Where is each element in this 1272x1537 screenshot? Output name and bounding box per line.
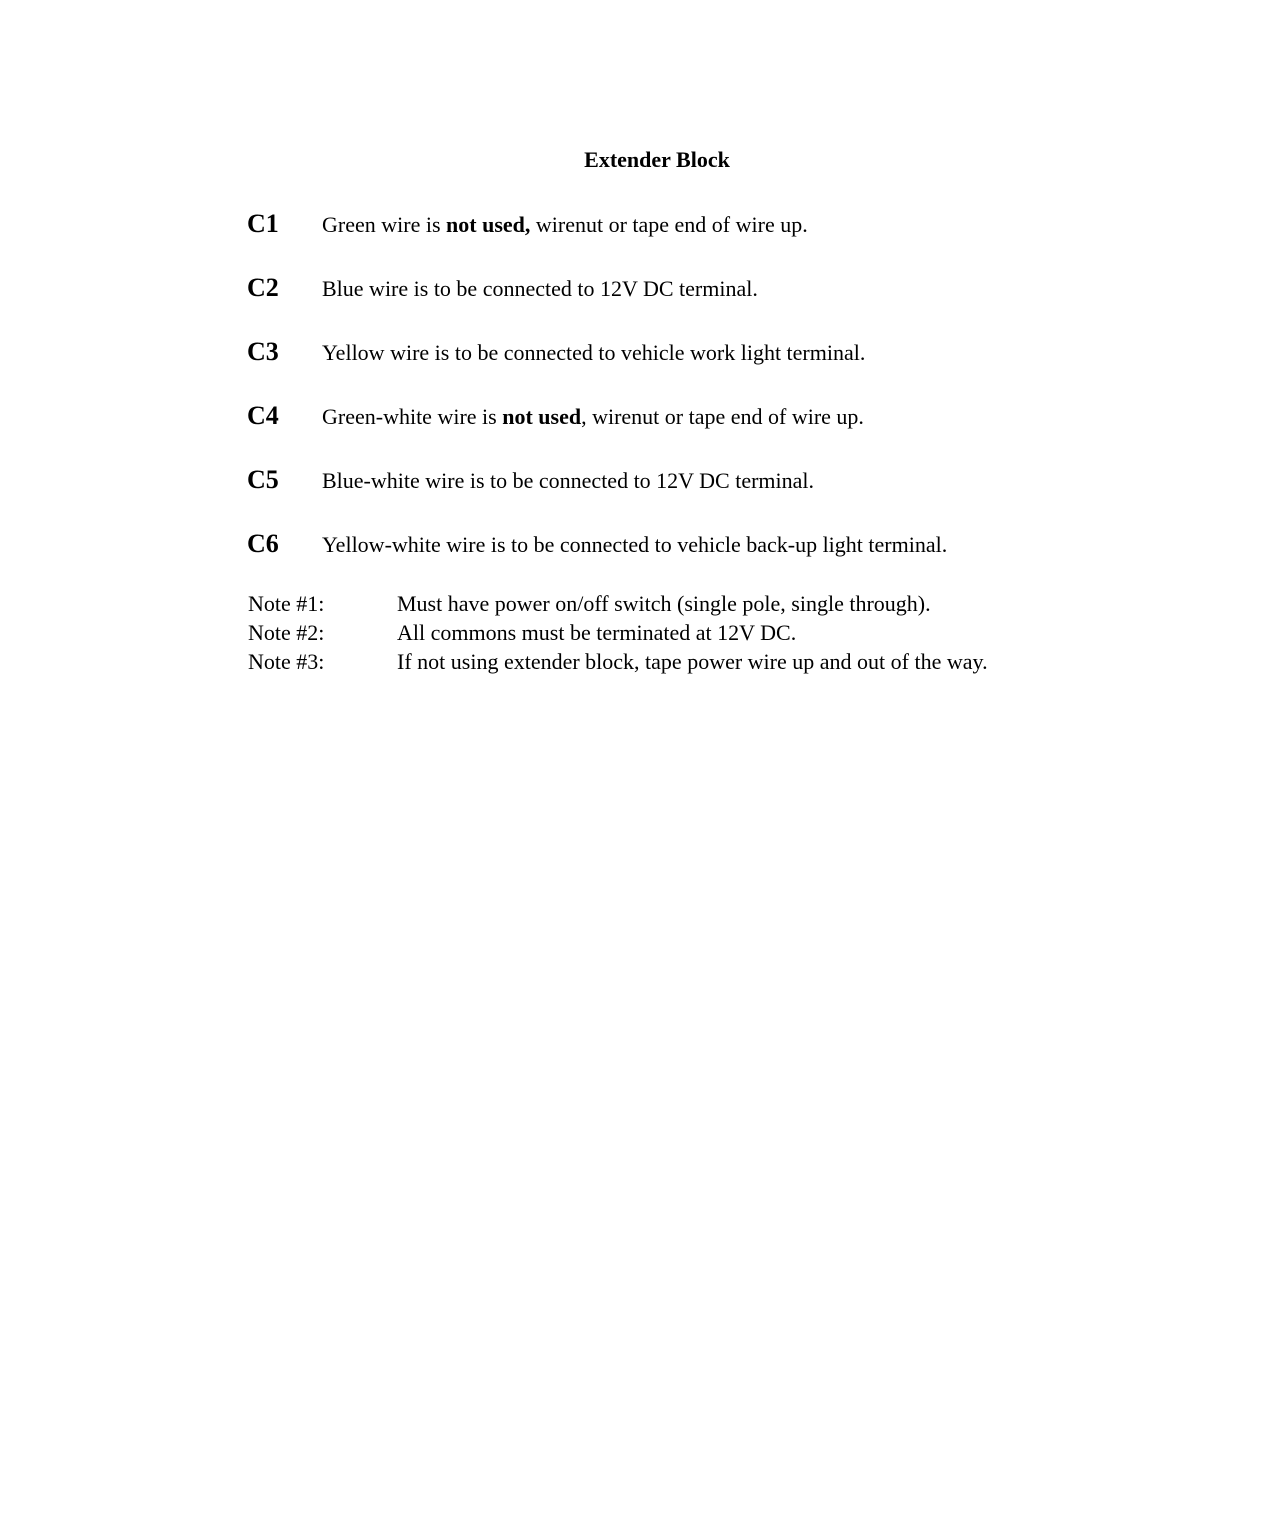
notes-section (248, 589, 988, 676)
wire-description-start: Green-white wire is (322, 404, 503, 429)
wire-description-start: Blue wire is to be connected to 12V DC terminal. (322, 276, 758, 301)
wire-description (322, 208, 808, 242)
page-title: Extender Block (584, 147, 730, 172)
wire-description-start: Yellow wire is to be connected to vehicle work light terminal. (322, 340, 866, 365)
wire-description (322, 528, 947, 562)
note-row (248, 589, 988, 618)
wire-item-c4 (247, 399, 864, 433)
wire-code: C2 (247, 273, 279, 302)
wire-description (322, 272, 758, 306)
note-label: Note #3: (248, 649, 325, 674)
wire-code: C6 (247, 529, 279, 558)
wire-description-emphasis: not used (502, 404, 582, 429)
note-row (248, 647, 988, 676)
wire-item-c5 (247, 463, 814, 497)
wire-code: C1 (247, 209, 279, 238)
note-text: All commons must be terminated at 12V DC. (397, 620, 797, 645)
note-row (248, 618, 988, 647)
wire-description-emphasis: not used, (446, 212, 531, 237)
wire-description-end: , wirenut or tape end of wire up. (581, 404, 864, 429)
wire-item-c2 (247, 271, 758, 305)
note-text: If not using extender block, tape power wire up and out of the way. (397, 649, 988, 674)
note-label: Note #2: (248, 620, 325, 645)
wire-description-start: Green wire is (322, 212, 447, 237)
wire-code: C5 (247, 465, 279, 494)
wire-item-c1 (247, 207, 808, 241)
wire-item-c6 (247, 527, 947, 561)
wire-description (322, 464, 814, 498)
wire-code: C4 (247, 401, 279, 430)
wire-description-end: wirenut or tape end of wire up. (530, 212, 808, 237)
wire-description-start: Yellow-white wire is to be connected to vehicle back-up light terminal. (322, 532, 948, 557)
note-text: Must have power on/off switch (single pole, single through). (397, 591, 931, 616)
wire-description-start: Blue-white wire is to be connected to 12V DC terminal. (322, 468, 815, 493)
wire-code: C3 (247, 337, 279, 366)
wire-description (322, 336, 865, 370)
wire-description (322, 400, 864, 434)
wire-item-c3 (247, 335, 865, 369)
note-label: Note #1: (248, 591, 325, 616)
